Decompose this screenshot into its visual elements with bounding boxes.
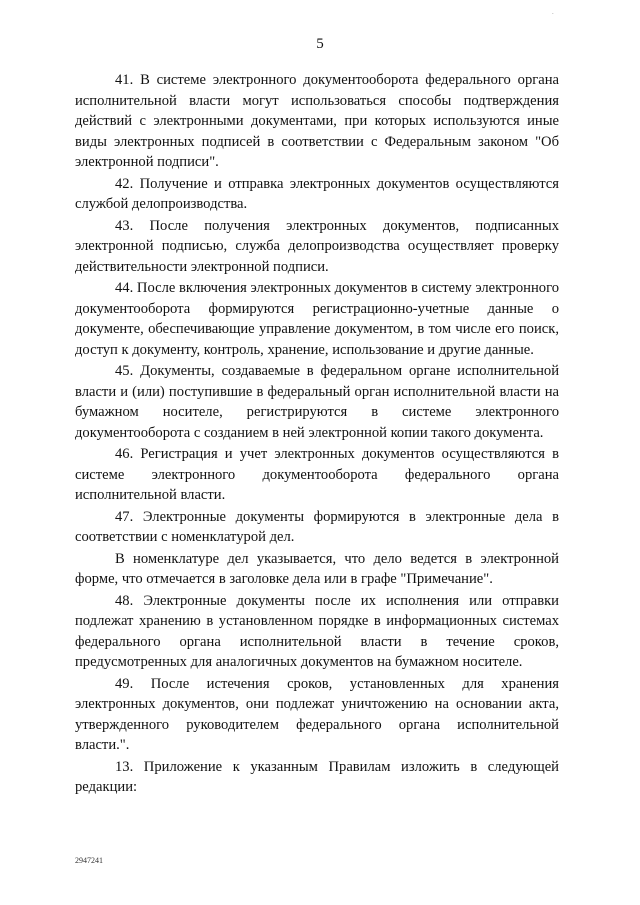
paragraph-47-note: В номенклатуре дел указывается, что дело ведется в электронной форме, что отмечается в заголовке дела или в графе "Примечание". — [75, 550, 559, 587]
page-number: 5 — [316, 36, 324, 52]
paragraph-13-amendment: 13. Приложение к указанным Правилам изложить в следующей редакции: — [75, 758, 559, 795]
paragraph-49: 49. После истечения сроков, установленных для хранения электронных документов, они подлежат уничтожению на основании акта, утвержденного руководителем федерального органа исполнительной власти.". — [75, 675, 559, 753]
paragraph-47: 47. Электронные документы формируются в электронные дела в соответствии с номенклатурой дел. — [75, 508, 559, 545]
corner-mark: ` — [551, 12, 554, 20]
paragraph-43: 43. После получения электронных документов, подписанных электронной подписью, служба делопроизводства осуществляет проверку действительности электронной подписи. — [75, 217, 559, 275]
paragraph-41: 41. В системе электронного документооборота федерального органа исполнительной власти могут использоваться способы подтверждения действий с электронными документами, при которых используются иные виды электронных подписей в соответствии с Федеральным законом "Об электронной подписи". — [75, 72, 559, 170]
paragraph-42: 42. Получение и отправка электронных документов осуществляются службой делопроизводства. — [75, 175, 559, 212]
paragraph-45: 45. Документы, создаваемые в федеральном органе исполнительной власти и (или) поступившие в федеральный орган исполнительной власти на бумажном носителе, регистрируются в системе электронного документооборота с созданием в ней электронной копии такого документа. — [75, 363, 559, 441]
paragraph-44: 44. После включения электронных документов в систему электронного документооборота формируются регистрационно-учетные данные о документе, обеспечивающие управление документом, в том числе его поиск, доступ к документу, контроль, хранение, использование и другие данные. — [75, 280, 559, 358]
document-body — [75, 70, 559, 798]
paragraph-46: 46. Регистрация и учет электронных документов осуществляются в системе электронного документооборота федерального органа исполнительной власти. — [75, 446, 559, 503]
document-code: 2947241 — [75, 856, 103, 865]
paragraph-48: 48. Электронные документы после их исполнения или отправки подлежат хранению в установленном порядке в информационных системах федерального органа исполнительной власти в течение сроков, предусмотренных для аналогичных документов на бумажном носителе. — [75, 592, 559, 670]
